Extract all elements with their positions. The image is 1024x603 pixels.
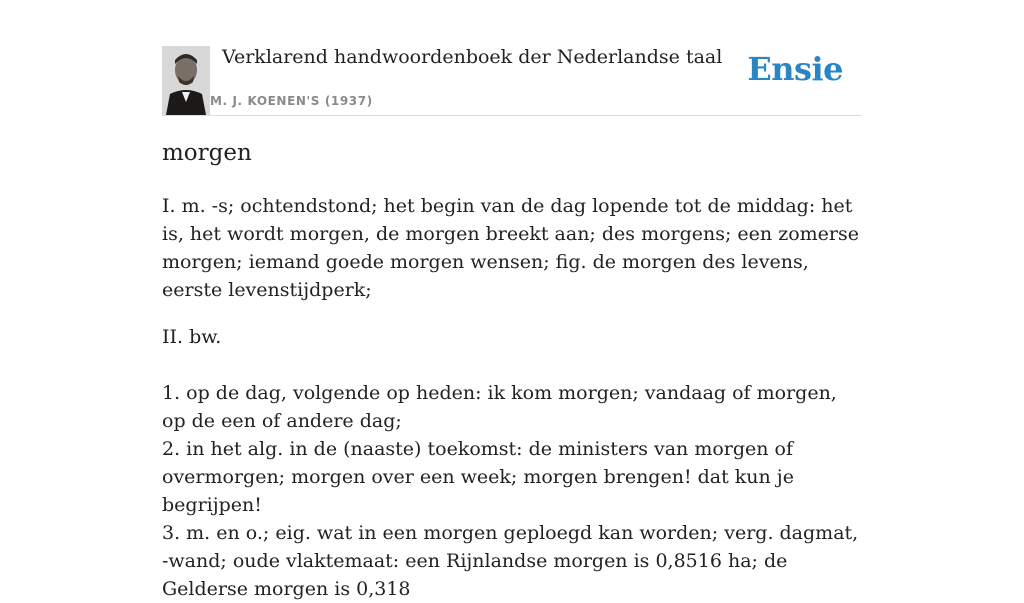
- site-header: [162, 0, 862, 116]
- sense-2-item-3: 3. m. en o.; eig. wat in een morgen geploegd kan worden; verg. dagmat, -wand; oude vlaktemaat: een Rijnlandse morgen is 0,8516 ha; de Gelderse morgen is 0,318: [162, 522, 859, 600]
- dictionary-title: Verklarend handwoordenboek der Nederlandse taal: [222, 46, 723, 68]
- sense-2-label: II. bw.: [162, 326, 222, 348]
- dictionary-subtitle: M. J. KOENEN'S (1937): [210, 94, 373, 108]
- entry-headword: morgen: [162, 140, 252, 166]
- entry-body: [162, 192, 862, 603]
- sense-1: I. m. -s; ochtendstond; het begin van de dag lopende tot de middag: het is, het wordt morgen, de morgen breekt aan; des morgens; een zomerse morgen; iemand goede morgen wensen; fig. de morgen des levens, eerste levenstijdperk;: [162, 195, 859, 301]
- sense-2-item-2: 2. in het alg. in de (naaste) toekomst: de ministers van morgen of overmorgen; morgen over een week; morgen brengen! dat kun je begrijpen!: [162, 438, 794, 516]
- sense-2-item-1: 1. op de dag, volgende op heden: ik kom morgen; vandaag of morgen, op de een of andere dag;: [162, 382, 837, 432]
- ensie-logo-link[interactable]: Ensie: [747, 50, 843, 88]
- page: [162, 0, 862, 600]
- author-portrait: [162, 46, 210, 115]
